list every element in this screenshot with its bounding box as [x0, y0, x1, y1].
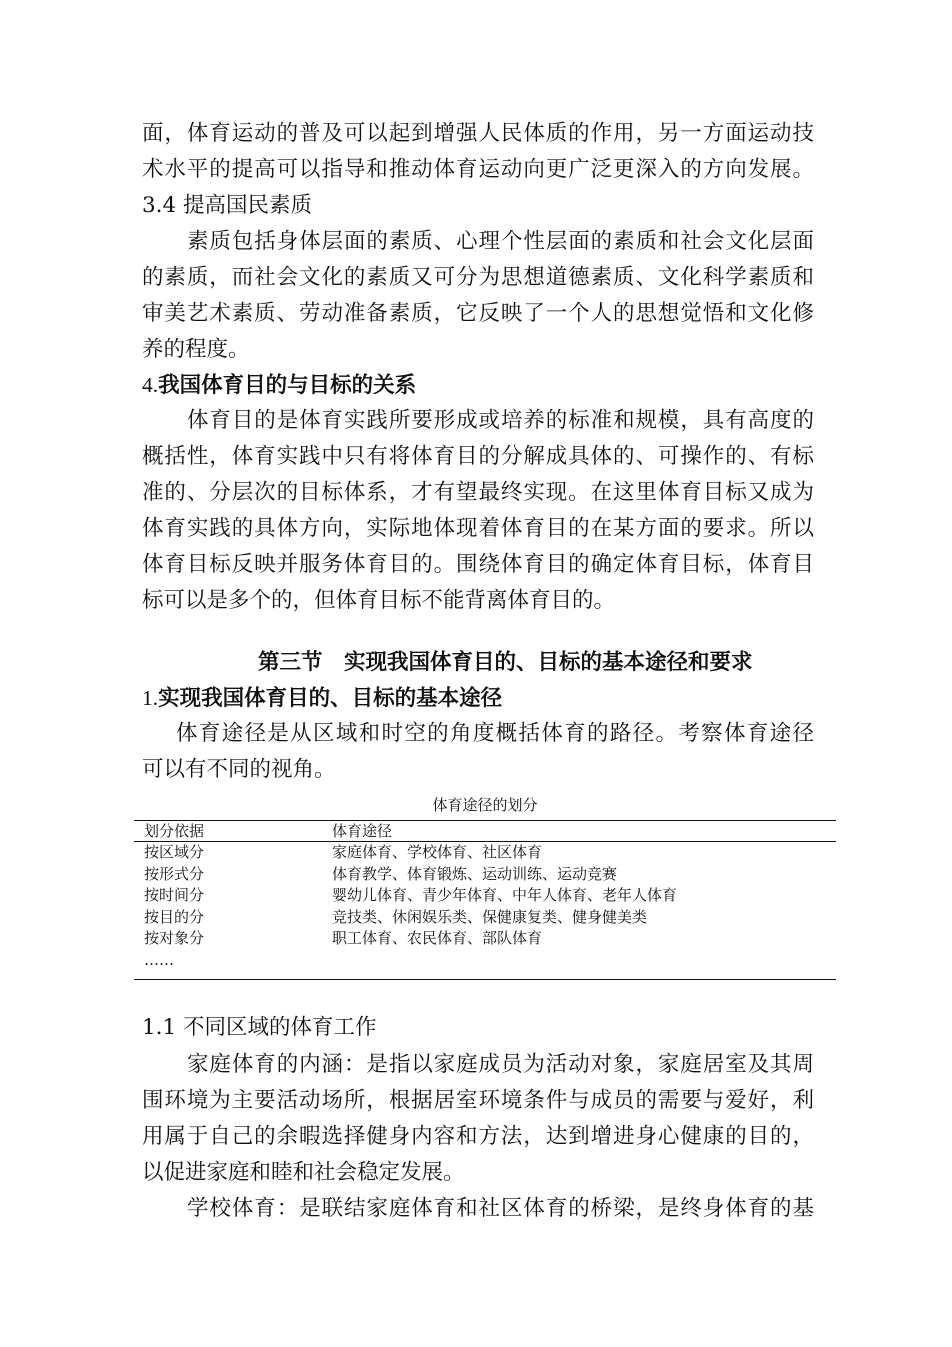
- section-heading-text: 我国体育目的与目标的关系: [158, 373, 417, 398]
- table-cell: 按对象分: [144, 929, 205, 947]
- section-heading-text: 实现我国体育目的、目标的基本途径: [158, 686, 503, 711]
- table-row: [134, 842, 836, 864]
- paragraph-line: 面，体育运动的普及可以起到增强人民体质的作用，另一方面运动技: [142, 121, 814, 146]
- table-header-row: [134, 821, 836, 842]
- table-row: [134, 928, 836, 950]
- section-heading: [142, 683, 814, 714]
- table-cell: 体育教学、体育锻炼、运动训练、运动竞赛: [332, 864, 618, 883]
- table-cell: 竞技类、休闲娱乐类、保健康复类、健身健美类: [332, 907, 648, 926]
- paragraph-line: 审美艺术素质、劳动准备素质，它反映了一个人的思想觉悟和文化修: [142, 301, 814, 326]
- table-cell: 按目的分: [144, 907, 205, 926]
- table-cell: 按区域分: [144, 843, 205, 861]
- table-caption: 体育途径的划分: [432, 796, 538, 814]
- paragraph-line: 概括性，体育实践中只有将体育目的分解成具体的、可操作的、有标: [142, 444, 814, 469]
- paragraph-line: 体育目的是体育实践所要形成或培养的标准和规模，具有高度的: [187, 408, 814, 433]
- paragraph-line: 标可以是多个的，但体育目标不能背离体育目的。: [142, 588, 616, 613]
- table-cell: 按形式分: [144, 864, 205, 883]
- paragraph-line: 素质包括身体层面的素质、心理个性层面的素质和社会文化层面: [187, 229, 814, 254]
- section-number: 4.: [142, 373, 159, 397]
- paragraph-line: 的素质，而社会文化的素质又可分为思想道德素质、文化科学素质和: [142, 265, 814, 290]
- paragraph-line: 围环境为主要活动场所，根据居室环境条件与成员的需要与爱好，利: [142, 1088, 814, 1113]
- paragraph-line: 可以有不同的视角。: [142, 757, 336, 782]
- chapter-section-title: 第三节 实现我国体育目的、目标的基本途径和要求: [258, 650, 753, 675]
- table-cell: 按时间分: [144, 886, 205, 904]
- section-heading: [142, 370, 814, 401]
- paragraph-line: 家庭体育的内涵：是指以家庭成员为活动对象，家庭居室及其周: [187, 1052, 814, 1077]
- paragraph-line: 以促进家庭和睦和社会稳定发展。: [142, 1160, 465, 1185]
- paragraph-line: 术水平的提高可以指导和推动体育运动向更广泛更深入的方向发展。: [142, 157, 814, 182]
- table-cell: [332, 950, 836, 972]
- table-row: [134, 907, 836, 929]
- table-cell: 家庭体育、学校体育、社区体育: [332, 843, 543, 861]
- paragraph-line: 用属于自己的余暇选择健身内容和方法，达到增进身心健康的目的，: [142, 1124, 814, 1149]
- table-row: [134, 950, 836, 972]
- table-header-cell: 体育途径: [332, 822, 393, 840]
- paragraph-line: 养的程度。: [142, 337, 250, 362]
- pathway-table: [134, 820, 836, 980]
- table-cell: 职工体育、农民体育、部队体育: [332, 929, 543, 947]
- table-cell: ……: [144, 950, 174, 969]
- table-header-cell: 划分依据: [144, 822, 205, 840]
- subsection-heading: 1.1 不同区域的体育工作: [142, 1015, 377, 1040]
- table-body: [134, 842, 836, 979]
- table-cell: 婴幼儿体育、青少年体育、中年人体育、老年人体育: [332, 886, 678, 904]
- table-row: [134, 885, 836, 907]
- subsection-heading: 3.4 提高国民素质: [142, 193, 313, 218]
- paragraph-line: 学校体育：是联结家庭体育和社区体育的桥梁，是终身体育的基: [187, 1196, 814, 1221]
- paragraph-line: 准的、分层次的目标体系，才有望最终实现。在这里体育目标又成为: [142, 480, 814, 505]
- table-row: [134, 864, 836, 886]
- paragraph-line: 体育途径是从区域和时空的角度概括体育的路径。考察体育途径: [176, 721, 814, 746]
- paragraph-line: 体育目标反映并服务体育目的。围绕体育目的确定体育目标，体育目: [142, 552, 814, 577]
- paragraph-line: 体育实践的具体方向，实际地体现着体育目的在某方面的要求。所以: [142, 516, 814, 541]
- section-number: 1.: [142, 686, 159, 710]
